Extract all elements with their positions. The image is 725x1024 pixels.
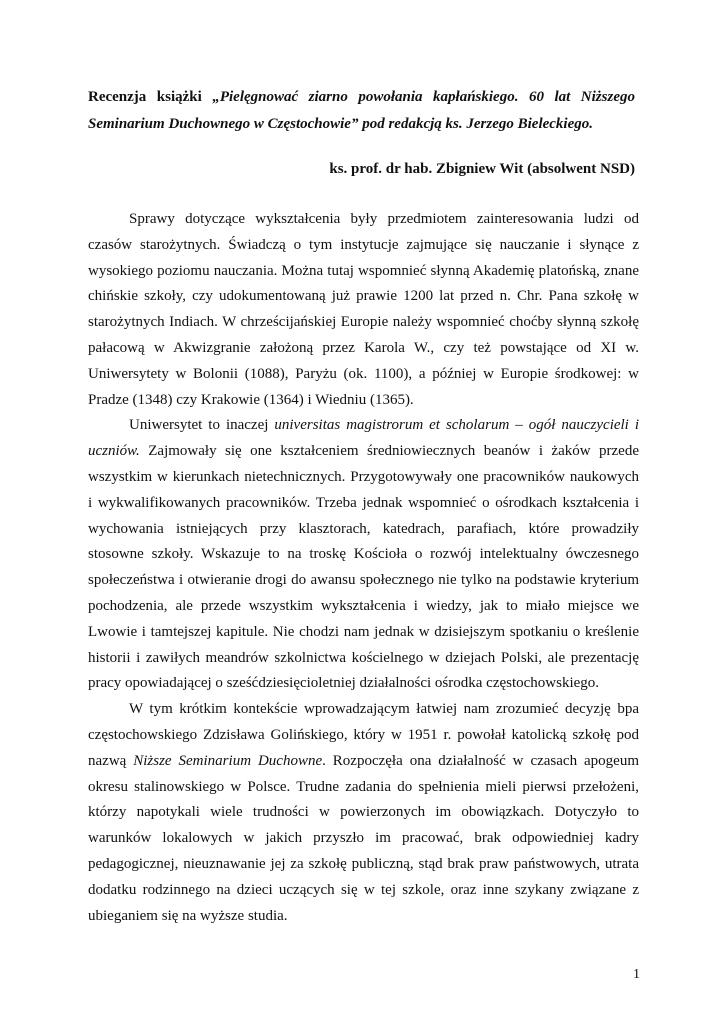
paragraph-3 [88, 697, 639, 929]
review-title [88, 84, 635, 138]
title-prefix: Recenzja książki [88, 89, 213, 105]
paragraph-2 [88, 413, 639, 697]
paragraph-3-school-name: Niższe Seminarium Duchowne [133, 752, 323, 769]
paragraph-1 [88, 207, 639, 413]
paragraph-2-rest: Zajmowały się one kształceniem średniowiecznych beanów i żaków przede wszystkim w kierunkach nietechnicznych. Przygotowywały one pracowników naukowych i wykwalifikowanych pracowników. Trzeba jednak wspomnieć o ośrodkach kształcenia i wychowania istniejących przy klasztorach, katedrach, parafiach, które prowadziły stosowne szkoły. Wskazuje to na troskę Kościoła o rozwój intelektualny ówczesnego społeczeństwa i otwieranie drogi do awansu społecznego nie tylko na podstawie kryterium pochodzenia, ale przede wszystkim wykształcenia i wiedzy, jak to miało miejsce we Lwowie i tamtejszej kapitule. Nie chodzi nam jednak w dzisiejszym spotkaniu o kreślenie historii i zawiłych meandrów szkolnictwa kościelnego w dziejach Polski, ale prezentację pracy opowiadającej o sześćdziesięcioletniej działalności ośrodka częstochowskiego. [88, 443, 639, 692]
author-line: ks. prof. dr hab. Zbigniew Wit (absolwent NSD) [329, 161, 635, 177]
book-title: „Pielęgnować ziarno powołania kapłańskiego. 60 lat Niższego Seminarium Duchownego w Częstochowie” pod redakcją ks. Jerzego Bieleckiego. [88, 89, 635, 132]
paragraph-1-text: Sprawy dotyczące wykształcenia były przedmiotem zainteresowania ludzi od czasów starożytnych. Świadczą o tym instytucje zajmujące się nauczanie i słynące z wysokiego poziomu nauczania. Można tutaj wspomnieć słynną Akademię platońską, znane chińskie szkoły, czy udokumentowaną już prawie 1200 lat przed n. Chr. Pana szkołę w starożytnych Indiach. W chrześcijańskiej Europie należy wspomnieć choćby słynną szkołę pałacową w Akwizgranie założoną przez Karola W., czy też powstające od XI w. Uniwersytety w Bolonii (1088), Paryżu (ok. 1100), a później w Europie środkowej: w Pradze (1348) czy Krakowie (1364) i Wiedniu (1365). [88, 211, 639, 408]
paragraph-3-lead: W tym krótkim kontekście wprowadzającym łatwiej nam zrozumieć decyzję bpa częstochowskiego Zdzisława Golińskiego, który w 1951 r. powołał katolicką szkołę pod nazwą [88, 701, 639, 769]
paragraph-2-latin-term: universitas magistrorum et scholarum – ogół nauczycieli i uczniów. [88, 417, 639, 460]
body-text [88, 207, 639, 929]
paragraph-2-lead: Uniwersytet to inaczej [129, 417, 275, 434]
paragraph-3-rest: . Rozpoczęła ona działalność w czasach apogeum okresu stalinowskiego w Polsce. Trudne zadania do spełnienia mieli pierwsi przełożeni, którzy napotykali wiele trudności w powierzonych im obowiązkach. Dotyczyło to warunków lokalowych w jakich przyszło im pracować, brak odpowiedniej kadry pedagogicznej, nieuznawanie jej za szkołę publiczną, stąd brak praw państwowych, utrata dodatku rodzinnego na dzieci uczących się w tej szkole, oraz inne szykany związane z ubieganiem się na wyższe studia. [88, 752, 639, 924]
page-number: 1 [633, 967, 640, 982]
